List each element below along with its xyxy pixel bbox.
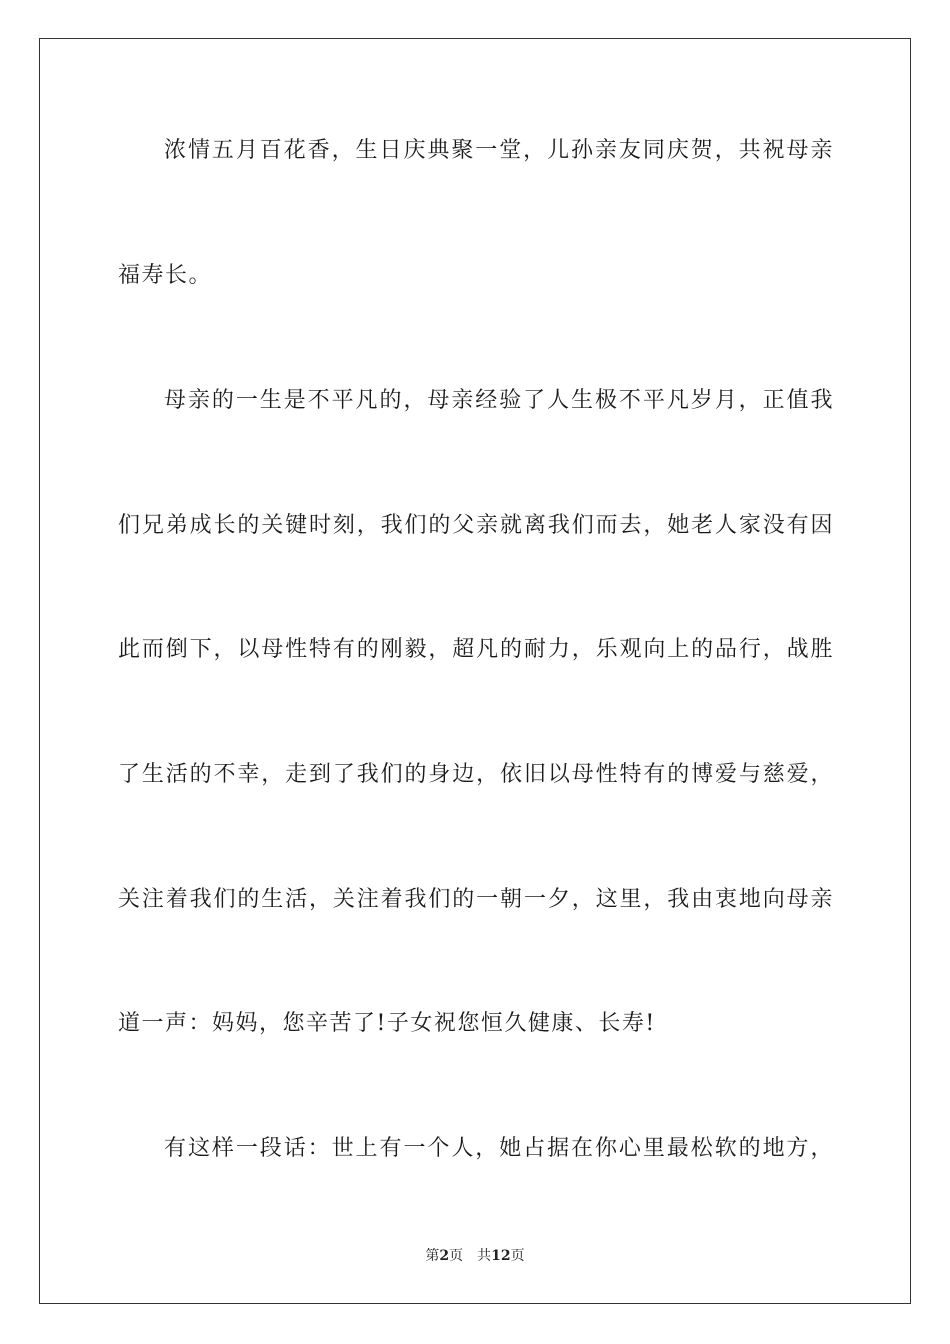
paragraph-line: 福寿长。 [118, 263, 213, 288]
page-suffix: 页 [449, 1248, 464, 1264]
total-suffix: 页 [510, 1248, 525, 1264]
page-footer [0, 1246, 950, 1266]
paragraph-line: 们兄弟成长的关键时刻，我们的父亲就离我们而去，她老人家没有因 [118, 513, 834, 538]
paragraph-line: 此而倒下，以母性特有的刚毅，超凡的耐力，乐观向上的品行，战胜 [118, 637, 834, 662]
paragraph-line: 有这样一段话：世上有一个人，她占据在你心里最松软的地方， [164, 1136, 834, 1161]
current-page-number: 2 [439, 1248, 450, 1264]
total-prefix: 共 [477, 1248, 492, 1264]
paragraph-line: 浓情五月百花香，生日庆典聚一堂，儿孙亲友同庆贺，共祝母亲 [164, 138, 834, 163]
paragraph-line: 母亲的一生是不平凡的，母亲经验了人生极不平凡岁月，正值我 [164, 388, 834, 413]
paragraph-line: 关注着我们的生活，关注着我们的一朝一夕，这里，我由衷地向母亲 [118, 887, 834, 912]
paragraph-line: 道一声：妈妈，您辛苦了!子女祝您恒久健康、长寿! [118, 1011, 656, 1036]
page-prefix: 第 [425, 1248, 440, 1264]
total-page-number: 12 [491, 1248, 511, 1264]
paragraph-line: 了生活的不幸，走到了我们的身边，依旧以母性特有的博爱与慈爱， [118, 762, 834, 787]
page-border [39, 38, 911, 1304]
